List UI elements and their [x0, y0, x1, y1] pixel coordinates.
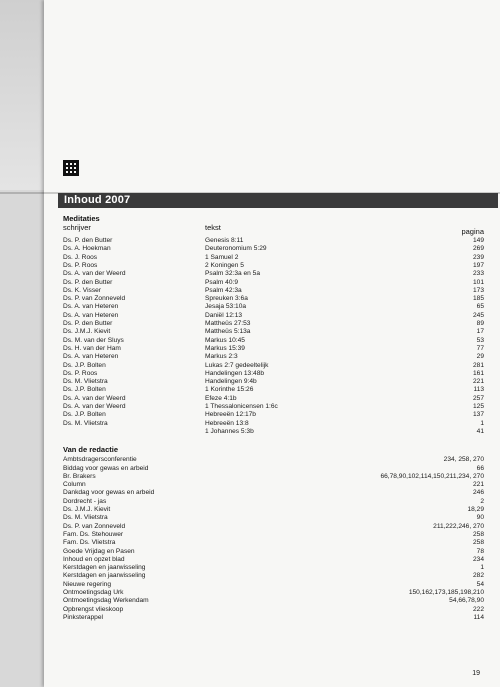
meditatie-author: Ds. K. Visser	[63, 286, 101, 294]
meditatie-author: Ds. J. Roos	[63, 253, 98, 261]
redactie-row	[0, 613, 500, 622]
meditatie-text: Markus 15:39	[205, 344, 245, 352]
meditatie-text: Spreuken 3:6a	[205, 295, 248, 303]
meditatie-text: Mattheüs 5:13a	[205, 328, 251, 336]
redactie-label: Ontmoetingsdag Urk	[63, 589, 124, 596]
meditatie-text: Markus 10:45	[205, 336, 245, 344]
meditatie-page: 29	[476, 353, 484, 361]
meditatie-page: 221	[472, 378, 484, 386]
page-number: 19	[472, 670, 480, 677]
redactie-label: Opbrengst vlieskoop	[63, 605, 124, 613]
meditatie-page: 101	[472, 278, 484, 286]
meditatie-author: Ds. M. Vlietstra	[63, 378, 108, 386]
redactie-page: 211,222,246, 270	[433, 522, 484, 530]
meditatie-page: 77	[476, 344, 484, 352]
meditatie-row	[0, 427, 500, 436]
meditatie-page: 185	[472, 295, 484, 303]
redactie-label: Br. Brakers	[63, 472, 96, 480]
redactie-label: Ds. J.M.J. Kievit	[63, 506, 111, 513]
meditatie-text: Hebreeën 12:17b	[205, 411, 256, 419]
meditatie-page: 53	[476, 336, 484, 344]
redactie-label: Dankdag voor gewas en arbeid	[63, 489, 155, 497]
meditatie-page: 281	[472, 361, 484, 369]
meditatie-author: Ds. H. van der Ham	[63, 344, 121, 352]
meditatie-author: Ds. J.P. Bolten	[63, 361, 106, 369]
redactie-page: 114	[473, 613, 484, 621]
meditatie-author: Ds. M. Vlietstra	[63, 419, 108, 427]
meditatie-text: 1 Samuel 2	[205, 253, 239, 261]
meditatie-text: Markus 2:3	[205, 353, 238, 361]
redactie-label: Ambtsdragersconferentie	[63, 456, 137, 464]
redactie-page: 234, 258, 270	[443, 456, 484, 464]
meditatie-page: 113	[473, 386, 484, 394]
meditatie-author: Ds. J.P. Bolten	[63, 411, 106, 419]
redactie-page: 221	[472, 481, 484, 489]
meditatie-text: 1 Johannes 5:3b	[205, 427, 254, 435]
meditatie-page: 137	[472, 411, 484, 419]
redactie-page: 66,78,90,102,114,150,211,234, 270	[380, 472, 484, 480]
meditatie-author: Ds. A. van Heteren	[63, 353, 119, 361]
redactie-page: 234	[472, 555, 484, 563]
section-heading-meditaties: Meditaties	[63, 214, 100, 223]
redactie-label: Ontmoetingsdag Werkendam	[63, 597, 149, 605]
redactie-label: Fam. Ds. Vlietstra	[63, 539, 116, 547]
redactie-label: Fam. Ds. Stehouwer	[63, 530, 124, 538]
meditatie-page: 239	[472, 253, 484, 261]
qr-code-icon	[63, 160, 79, 176]
redactie-page: 2	[480, 497, 484, 505]
redactie-label: Kerstdagen en jaarwisseling	[63, 572, 146, 580]
meditatie-text: 1 Thessalonicensen 1:6c	[205, 403, 278, 410]
redactie-page: 90	[476, 514, 484, 522]
redactie-page: 258	[472, 530, 484, 538]
meditatie-text: Handelingen 13:48b	[205, 369, 265, 377]
meditatie-page: 269	[472, 245, 484, 253]
page-title: Inhoud 2007	[64, 194, 131, 206]
meditatie-page: 245	[472, 311, 484, 319]
redactie-page: 78	[476, 547, 484, 555]
section-heading-redactie: Van de redactie	[63, 445, 119, 455]
meditatie-page: 89	[476, 320, 484, 327]
meditatie-page: 257	[472, 394, 484, 402]
meditatie-page: 1	[480, 419, 484, 427]
meditatie-text: 1 Korinthe 15:26	[205, 386, 254, 394]
redactie-page: 246	[472, 489, 484, 497]
redactie-label: Inhoud en opzet blad	[63, 555, 125, 563]
meditatie-author: Ds. A. van der Weerd	[63, 270, 126, 278]
meditatie-author: Ds. P. Roos	[63, 369, 98, 377]
meditatie-text: Lukas 2:7 gedeeltelijk	[205, 361, 269, 369]
meditatie-author: Ds. J.P. Bolten	[63, 386, 106, 394]
meditatie-text: Psalm 40:9	[205, 278, 238, 286]
redactie-label: Ds. P. van Zonneveld	[63, 522, 126, 530]
title-bar	[58, 193, 498, 208]
meditatie-author: Ds. A. van Heteren	[63, 311, 119, 319]
redactie-page: 1	[480, 564, 484, 572]
meditatie-text: Daniël 12:13	[205, 311, 243, 319]
meditatie-author: Ds. P. Roos	[63, 261, 98, 269]
meditatie-text: Handelingen 9:4b	[205, 378, 257, 386]
meditatie-author: Ds. A. Hoekman	[63, 245, 111, 253]
meditatie-page: 41	[476, 427, 484, 435]
redactie-label: Ds. M. Vlietstra	[63, 514, 108, 522]
meditatie-text: 2 Koningen 5	[205, 261, 244, 269]
meditatie-author: Ds. P. van Zonneveld	[63, 295, 126, 303]
meditatie-page: 125	[472, 403, 484, 410]
redactie-label: Pinksterappel	[63, 613, 103, 621]
meditatie-page: 65	[476, 303, 484, 311]
meditatie-author: Ds. A. van Heteren	[63, 303, 119, 311]
meditatie-author: Ds. J.M.J. Kievit	[63, 328, 111, 336]
redactie-label: Kerstdagen en jaarwisseling	[63, 564, 146, 572]
meditatie-page: 173	[472, 286, 484, 294]
meditatie-page: 149	[472, 237, 484, 244]
redactie-label: Biddag voor gewas en arbeid	[63, 464, 149, 472]
meditatie-author: Ds. P. den Butter	[63, 278, 113, 286]
redactie-page: 54,66,78,90	[449, 597, 484, 605]
meditatie-text: Jesaja 53:10a	[205, 303, 247, 311]
redactie-page: 54	[476, 580, 484, 588]
meditatie-page: 233	[472, 270, 484, 278]
column-header-author: schrijver	[63, 223, 91, 232]
meditatie-author: Ds. P. den Butter	[63, 320, 113, 327]
meditatie-author: Ds. P. den Butter	[63, 237, 113, 244]
meditatie-page: 197	[472, 261, 484, 269]
meditatie-text: Hebreeën 13:8	[205, 419, 249, 427]
meditatie-text: Deuteronomium 5:29	[205, 245, 267, 253]
redactie-page: 150,162,173,185,198,210	[408, 589, 484, 596]
redactie-label: Column	[63, 481, 86, 489]
redactie-label: Goede Vrijdag en Pasen	[63, 547, 135, 555]
meditatie-text: Efeze 4:1b	[205, 394, 237, 402]
redactie-page: 282	[472, 572, 484, 580]
meditatie-text: Psalm 32:3a en 5a	[205, 270, 260, 278]
redactie-page: 258	[472, 539, 484, 547]
meditatie-author: Ds. A. van der Weerd	[63, 403, 126, 410]
redactie-page: 222	[472, 605, 484, 613]
column-header-text: tekst	[205, 223, 221, 232]
column-header-page: pagina	[461, 227, 484, 236]
meditatie-text: Mattheüs 27:53	[205, 320, 251, 327]
meditatie-page: 161	[472, 369, 484, 377]
meditatie-author: Ds. M. van der Sluys	[63, 336, 124, 344]
meditatie-text: Genesis 8:11	[205, 237, 244, 244]
meditatie-page: 17	[476, 328, 484, 336]
meditatie-text: Psalm 42:3a	[205, 286, 242, 294]
redactie-page: 18,29	[467, 506, 484, 513]
meditatie-author: Ds. A. van der Weerd	[63, 394, 126, 402]
redactie-page: 66	[476, 464, 484, 472]
redactie-label: Dordrecht - jas	[63, 497, 107, 505]
redactie-label: Nieuwe regering	[63, 580, 112, 588]
